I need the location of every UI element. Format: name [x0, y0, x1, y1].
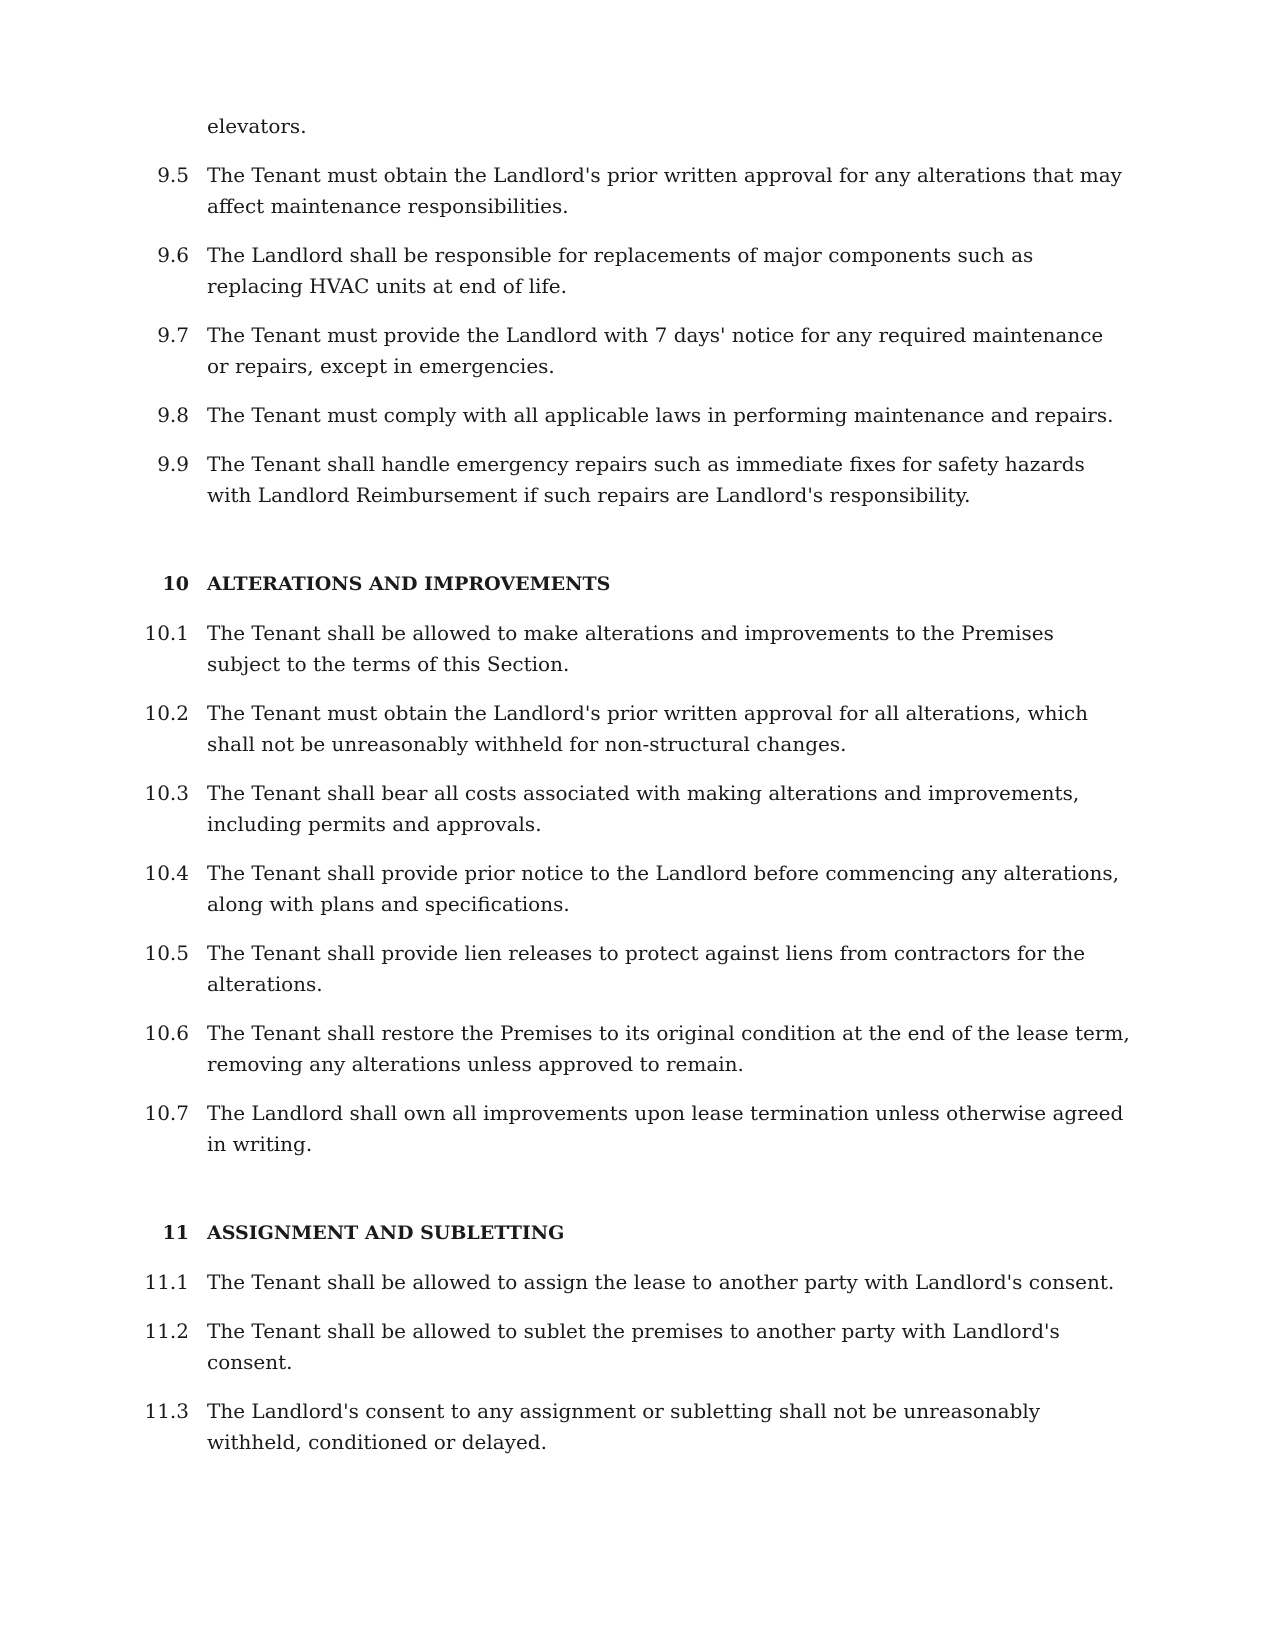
- clause-11-1: [141, 1267, 1131, 1298]
- clause-10-6: [141, 1018, 1131, 1080]
- clause-9-6: [141, 240, 1131, 302]
- clause-number: 10.2: [144, 701, 189, 725]
- clause-number: 9.9: [157, 452, 189, 476]
- clause-11-3: [141, 1396, 1131, 1458]
- clause-number: 11.3: [144, 1399, 189, 1423]
- clause-9-8: [141, 400, 1131, 431]
- clause-number: 10.5: [144, 941, 189, 965]
- clause-text: The Tenant must obtain the Landlord's prior written approval for all alterations, which shall not be unreasonably withheld for non-structural changes.: [207, 701, 1088, 756]
- clause-text: The Tenant must obtain the Landlord's prior written approval for any alterations that may affect maintenance responsibilities.: [207, 163, 1122, 218]
- section-heading-11: [141, 1218, 1131, 1249]
- clause-text: The Tenant shall be allowed to sublet the premises to another party with Landlord's consent.: [207, 1319, 1060, 1374]
- clause-text: The Tenant shall handle emergency repairs such as immediate fixes for safety hazards with Landlord Reimbursement if such repairs are Landlord's responsibility.: [207, 452, 1085, 507]
- clause-10-1: [141, 618, 1131, 680]
- clause-9-5: [141, 160, 1131, 222]
- clause-10-3: [141, 778, 1131, 840]
- clause-text: The Tenant shall provide prior notice to the Landlord before commencing any alterations, along with plans and specifications.: [207, 861, 1119, 916]
- clause-text: The Landlord shall be responsible for replacements of major components such as replacing HVAC units at end of life.: [207, 243, 1034, 298]
- clause-number: 9.5: [157, 163, 189, 187]
- clause-text: The Tenant must comply with all applicable laws in performing maintenance and repairs.: [207, 403, 1114, 427]
- clause-text: The Tenant shall be allowed to make alterations and improvements to the Premises subject to the terms of this Section.: [207, 621, 1054, 676]
- clause-9-7: [141, 320, 1131, 382]
- section-title: ASSIGNMENT AND SUBLETTING: [207, 1222, 565, 1244]
- clause-number: 11.2: [144, 1319, 189, 1343]
- section-number: 11: [162, 1222, 189, 1244]
- clause-11-2: [141, 1316, 1131, 1378]
- clause-number: 9.7: [157, 323, 189, 347]
- section-heading-10: [141, 569, 1131, 600]
- clause-number: 11.1: [144, 1270, 189, 1294]
- clause-number: 9.6: [157, 243, 189, 267]
- section-title: ALTERATIONS AND IMPROVEMENTS: [207, 573, 611, 595]
- clause-10-4: [141, 858, 1131, 920]
- clause-number: 10.3: [144, 781, 189, 805]
- clause-10-5: [141, 938, 1131, 1000]
- clause-9-9: [141, 449, 1131, 511]
- clause-number: 9.8: [157, 403, 189, 427]
- clause-text: The Landlord's consent to any assignment or subletting shall not be unreasonably withheld, conditioned or delayed.: [207, 1399, 1041, 1454]
- clause-number: 10.6: [144, 1021, 189, 1045]
- clause-10-2: [141, 698, 1131, 760]
- clause-text: The Tenant shall bear all costs associated with making alterations and improvements, including permits and approvals.: [207, 781, 1080, 836]
- clause-number: 10.4: [144, 861, 189, 885]
- clause-number: 10.1: [144, 621, 189, 645]
- clause-text: The Tenant shall be allowed to assign the lease to another party with Landlord's consent.: [207, 1270, 1115, 1294]
- section-number: 10: [162, 573, 189, 595]
- clause-text: The Landlord shall own all improvements upon lease termination unless otherwise agreed in writing.: [207, 1101, 1124, 1156]
- clause-number: 10.7: [144, 1101, 189, 1125]
- document-body: [141, 111, 1131, 1458]
- clause-text: The Tenant shall provide lien releases to protect against liens from contractors for the alterations.: [207, 941, 1086, 996]
- clause-text: The Tenant must provide the Landlord with 7 days' notice for any required maintenance or repairs, except in emergencies.: [207, 323, 1104, 378]
- clause-10-7: [141, 1098, 1131, 1160]
- clause-text: The Tenant shall restore the Premises to its original condition at the end of the lease term, removing any alterations unless approved to remain.: [207, 1021, 1130, 1076]
- continued-clause-text: elevators.: [207, 114, 307, 138]
